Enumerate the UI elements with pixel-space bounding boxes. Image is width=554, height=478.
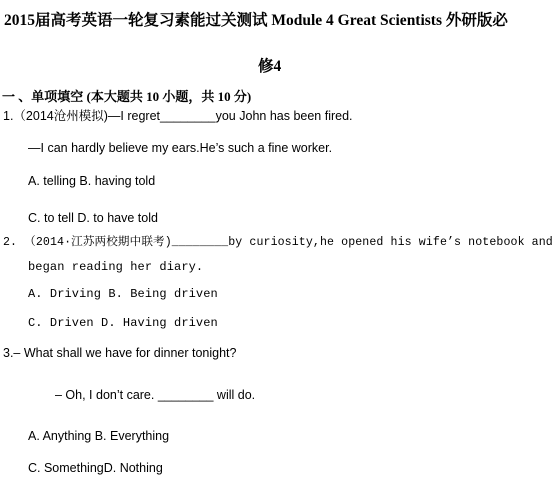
question-3-options-ab: A. Anything B. Everything bbox=[28, 429, 170, 443]
question-2-stem-continuation: began reading her diary. bbox=[28, 260, 204, 274]
question-1-options-ab: A. telling B. having told bbox=[28, 174, 156, 188]
question-3-stem: 3.– What shall we have for dinner tonight? bbox=[3, 346, 237, 360]
document-title-continuation: 修4 bbox=[258, 58, 282, 75]
question-1-response: —I can hardly believe my ears.He’s such a fine worker. bbox=[28, 141, 333, 155]
question-3-response: – Oh, I don’t care. ________ will do. bbox=[55, 388, 256, 402]
question-1-options-cd: C. to tell D. to have told bbox=[28, 211, 158, 225]
question-2-stem: 2. （2014·江苏两校期中联考)________by curiosity,he opened his wife’s notebook and bbox=[3, 236, 553, 249]
section-heading: 一 、单项填空 (本大题共 10 小题，共 10 分) bbox=[2, 89, 252, 104]
question-2-options-ab: A. Driving B. Being driven bbox=[28, 287, 218, 301]
question-3-options-cd: C. SomethingD. Nothing bbox=[28, 461, 163, 475]
document-title: 2015届高考英语一轮复习素能过关测试 Module 4 Great Scientists 外研版必 bbox=[4, 12, 508, 29]
question-2-options-cd: C. Driven D. Having driven bbox=[28, 316, 218, 330]
question-1-stem: 1.（2014沧州模拟)—I regret________you John has been fired. bbox=[3, 109, 353, 123]
